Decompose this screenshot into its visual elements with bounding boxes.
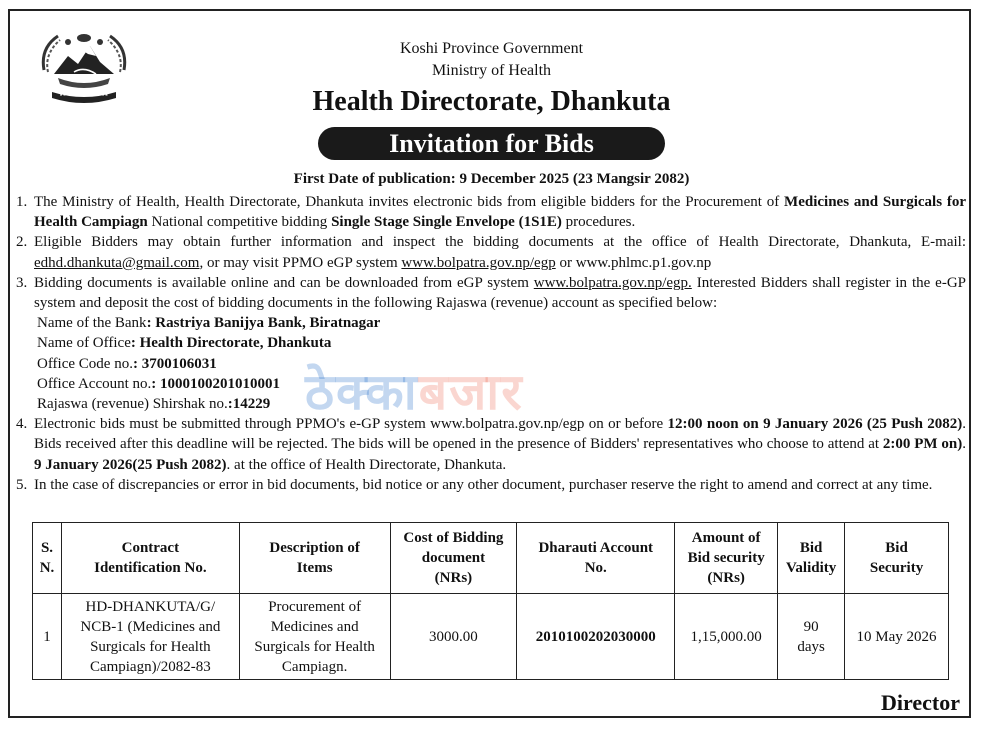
- shirshak-label: Rajaswa (revenue) Shirshak no.: [37, 396, 228, 413]
- bank-value: : Rastriya Banijya Bank, Biratnagar: [146, 315, 381, 332]
- col-contract-id: Contract Identification No.: [61, 523, 239, 594]
- procurement-subject: Medicines and Surgicals for Health Campiagn: [34, 194, 967, 231]
- office-label: Name of Office: [37, 335, 131, 352]
- clause-text: Eligible Bidders may obtain further information and inspect the bidding documents at the office of Health Directorate, Dhankuta, E-mail:: [34, 234, 966, 251]
- shirshak-value: :14229: [227, 396, 271, 413]
- clause-text: . at the office of Health Directorate, Dhankuta.: [226, 456, 507, 473]
- watermark-part1: ठेक्का: [305, 363, 419, 421]
- cell-dharauti-account: 2010100202030000: [517, 594, 675, 680]
- table-row: [33, 594, 949, 680]
- invitation-banner: Invitation for Bids: [318, 127, 665, 160]
- clause-text: , or may visit PPMO eGP system: [199, 254, 402, 271]
- province-government: Koshi Province Government: [399, 40, 584, 57]
- account-value: : 1000100201010001: [151, 375, 281, 392]
- account-label: Office Account no.: [37, 375, 152, 392]
- clause-text: National competitive bidding: [147, 214, 332, 231]
- col-description: Description of Items: [239, 523, 390, 594]
- clause-text: procedures.: [561, 214, 636, 231]
- office-name-line: [16, 333, 966, 353]
- clause-text: or www.phlmc.p1.gov.np: [555, 254, 712, 271]
- code-label: Office Code no.: [37, 355, 133, 372]
- clause-text: Electronic bids must be submitted through PPMO's e-GP system www.bolpatra.gov.np/egp on or before: [34, 416, 668, 433]
- clause-number: 5.: [16, 476, 28, 493]
- bidding-procedure: Single Stage Single Envelope (1S1E): [331, 214, 562, 231]
- publication-date: First Date of publication: 9 December 2025 (23 Mangsir 2082): [293, 171, 690, 187]
- col-bid-security-amount: Amount of Bid security (NRs): [675, 523, 778, 594]
- clause-5: [16, 475, 966, 495]
- clause-number: 1.: [16, 194, 28, 210]
- clause-4: [16, 414, 966, 475]
- bank-label: Name of the Bank: [37, 315, 147, 332]
- office-code-line: [16, 354, 966, 374]
- clause-number: 2.: [16, 234, 28, 251]
- notice-body: [16, 192, 966, 495]
- clause-text: The Ministry of Health, Health Directorate, Dhankuta invites electronic bids from eligible bidders for the Procurement of: [34, 194, 785, 210]
- submission-deadline: 12:00 noon on 9 January 2026 (25 Push 2082): [667, 416, 963, 433]
- ministry-name: Ministry of Health: [431, 62, 552, 79]
- email-link[interactable]: edhd.dhankuta@gmail.com: [34, 254, 200, 271]
- clause-text: . Bids received after this deadline will be rejected. The bids will be opened in the presence of Bidders' representatives who choose to attend at: [34, 416, 967, 453]
- clause-text: In the case of discrepancies or error in bid documents, bid notice or any other document, purchaser reserve the right to amend and correct at any time.: [34, 476, 933, 493]
- cell-contract-id: HD-DHANKUTA/G/ NCB-1 (Medicines and Surgicals for Health Campiagn)/2082-83: [61, 594, 239, 680]
- col-sn: S. N.: [33, 523, 62, 594]
- table-header-row: [33, 523, 949, 594]
- clause-number: 4.: [16, 416, 28, 433]
- signatory: Director: [881, 690, 960, 715]
- col-dharauti-account: Dharauti Account No.: [517, 523, 675, 594]
- cell-sn: 1: [33, 594, 62, 680]
- col-bid-security: Bid Security: [845, 523, 949, 594]
- bid-table: [32, 522, 949, 680]
- clause-text: .: [962, 436, 966, 453]
- cell-bid-validity: 90 days: [778, 594, 845, 680]
- egp-link[interactable]: www.bolpatra.gov.np/egp: [401, 254, 556, 271]
- clause-1: [16, 192, 966, 232]
- col-cost: Cost of Bidding document (NRs): [390, 523, 517, 594]
- clause-2: [16, 232, 966, 272]
- cell-description: Procurement of Medicines and Surgicals for Health Campiagn.: [239, 594, 390, 680]
- egp-link[interactable]: www.bolpatra.gov.np/egp.: [533, 274, 692, 291]
- cell-cost: 3000.00: [390, 594, 517, 680]
- clause-number: 3.: [16, 274, 28, 291]
- clause-3: [16, 273, 966, 313]
- office-account-line: [16, 374, 966, 394]
- clause-text: Interested Bidders shall register in the e-GP system and deposit the cost of bidding documents in the following Rajaswa (revenue) account as specified below:: [34, 274, 966, 312]
- code-value: : 3700106031: [132, 355, 217, 372]
- clause-text: Bidding documents is available online and can be downloaded from eGP system: [34, 274, 534, 291]
- page-title: Health Directorate, Dhankuta: [312, 86, 671, 117]
- cell-bid-security: 10 May 2026: [845, 594, 949, 680]
- cell-bid-security-amount: 1,15,000.00: [675, 594, 778, 680]
- bank-name-line: [16, 313, 966, 333]
- shirshak-line: [16, 394, 966, 414]
- opening-date: 9 January 2026(25 Push 2082): [34, 456, 227, 473]
- watermark-part2: बजार: [418, 363, 524, 421]
- opening-time: 2:00 PM on): [882, 436, 963, 453]
- col-bid-validity: Bid Validity: [778, 523, 845, 594]
- office-value: : Health Directorate, Dhankuta: [130, 335, 332, 352]
